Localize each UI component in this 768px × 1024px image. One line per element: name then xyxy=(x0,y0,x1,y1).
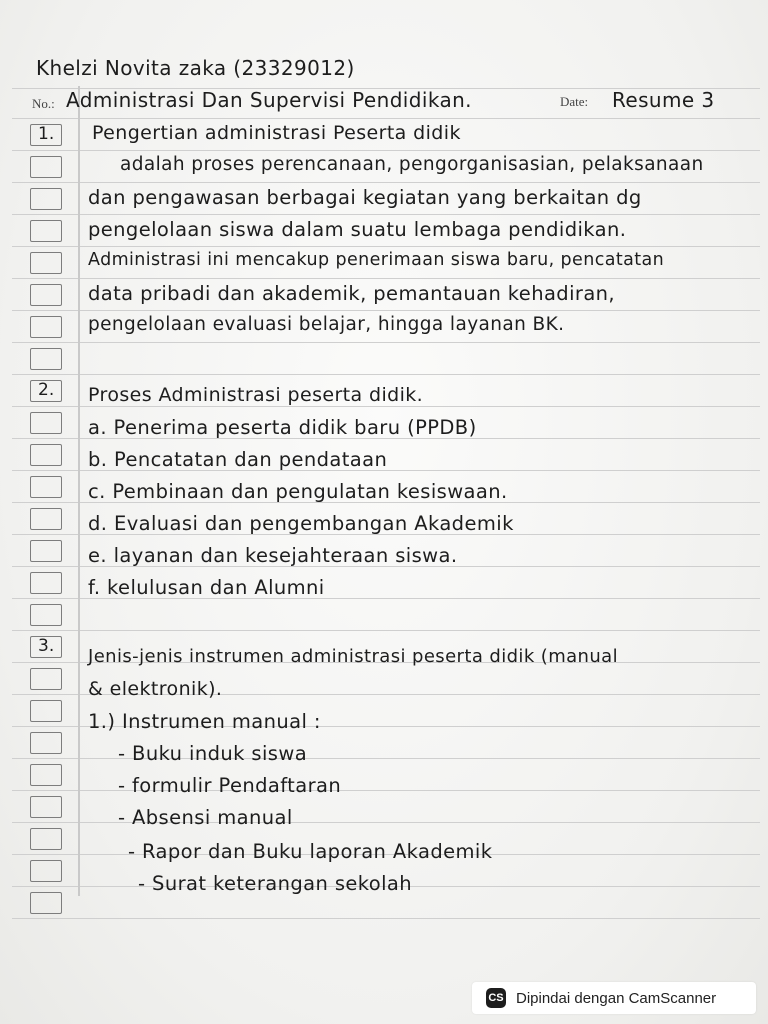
margin-checkbox xyxy=(30,572,62,594)
ruled-line xyxy=(12,214,760,215)
margin-checkbox xyxy=(30,540,62,562)
margin-checkbox xyxy=(30,796,62,818)
text-line: data pribadi dan akademik, pemantauan kehadiran, xyxy=(88,282,616,305)
camscanner-watermark xyxy=(472,982,756,1014)
margin-checkbox xyxy=(30,508,62,530)
list-item: c. Pembinaan dan pengulatan kesiswaan. xyxy=(88,480,508,503)
list-item: b. Pencatatan dan pendataan xyxy=(88,448,388,471)
ruled-line xyxy=(12,406,760,407)
list-item: e. layanan dan kesejahteraan siswa. xyxy=(88,544,458,567)
section-title: Pengertian administrasi Peserta didik xyxy=(92,122,461,144)
list-item: d. Evaluasi dan pengembangan Akademik xyxy=(88,512,514,535)
list-item: a. Penerima peserta didik baru (PPDB) xyxy=(88,416,477,439)
resume-number: Resume 3 xyxy=(612,88,715,112)
margin-checkbox xyxy=(30,284,62,306)
author-name: Khelzi Novita zaka (23329012) xyxy=(36,56,355,80)
margin-checkbox xyxy=(30,444,62,466)
section-number: 2. xyxy=(38,380,55,400)
list-item: - formulir Pendaftaran xyxy=(118,774,342,797)
margin-checkbox xyxy=(30,764,62,786)
section-number: 3. xyxy=(38,636,55,656)
text-line: dan pengawasan berbagai kegiatan yang berkaitan dg xyxy=(88,186,642,209)
ruled-line xyxy=(12,150,760,151)
margin-checkbox xyxy=(30,348,62,370)
ruled-line xyxy=(12,374,760,375)
margin-checkbox xyxy=(30,316,62,338)
ruled-line xyxy=(12,918,760,919)
list-item: 1.) Instrumen manual : xyxy=(88,710,321,733)
text-line: Administrasi ini mencakup penerimaan siswa baru, pencatatan xyxy=(88,250,665,270)
ruled-line xyxy=(12,182,760,183)
margin-line xyxy=(78,86,80,896)
margin-checkbox xyxy=(30,732,62,754)
section-title: Proses Administrasi peserta didik. xyxy=(88,384,424,406)
ruled-line xyxy=(12,118,760,119)
ruled-line xyxy=(12,278,760,279)
margin-checkbox xyxy=(30,188,62,210)
margin-checkbox xyxy=(30,604,62,626)
margin-checkbox xyxy=(30,476,62,498)
camscanner-logo-icon: CS xyxy=(486,988,506,1008)
list-item: - Buku induk siswa xyxy=(118,742,308,765)
section-title: Jenis-jenis instrumen administrasi peserta didik (manual xyxy=(88,646,619,667)
margin-checkbox xyxy=(30,220,62,242)
list-item: - Surat keterangan sekolah xyxy=(138,872,413,895)
subject-title: Administrasi Dan Supervisi Pendidikan. xyxy=(66,88,472,112)
margin-checkbox xyxy=(30,412,62,434)
margin-checkbox xyxy=(30,156,62,178)
margin-checkbox xyxy=(30,668,62,690)
margin-checkbox xyxy=(30,252,62,274)
text-line: pengelolaan siswa dalam suatu lembaga pendidikan. xyxy=(88,218,627,241)
no-label: No.: xyxy=(32,96,55,111)
margin-checkbox xyxy=(30,892,62,914)
text-line: pengelolaan evaluasi belajar, hingga layanan BK. xyxy=(88,314,565,335)
ruled-line xyxy=(12,342,760,343)
date-label: Date: xyxy=(560,94,589,109)
margin-checkbox xyxy=(30,860,62,882)
text-line: & elektronik). xyxy=(88,678,223,700)
section-number: 1. xyxy=(38,124,55,144)
list-item: - Rapor dan Buku laporan Akademik xyxy=(128,840,493,863)
text-line: adalah proses perencanaan, pengorganisasian, pelaksanaan xyxy=(120,154,704,175)
ruled-line xyxy=(12,246,760,247)
camscanner-text: Dipindai dengan CamScanner xyxy=(516,989,717,1007)
margin-checkbox xyxy=(30,700,62,722)
list-item: f. kelulusan dan Alumni xyxy=(88,576,325,599)
margin-checkbox xyxy=(30,828,62,850)
list-item: - Absensi manual xyxy=(118,806,293,829)
ruled-line xyxy=(12,310,760,311)
ruled-line xyxy=(12,630,760,631)
